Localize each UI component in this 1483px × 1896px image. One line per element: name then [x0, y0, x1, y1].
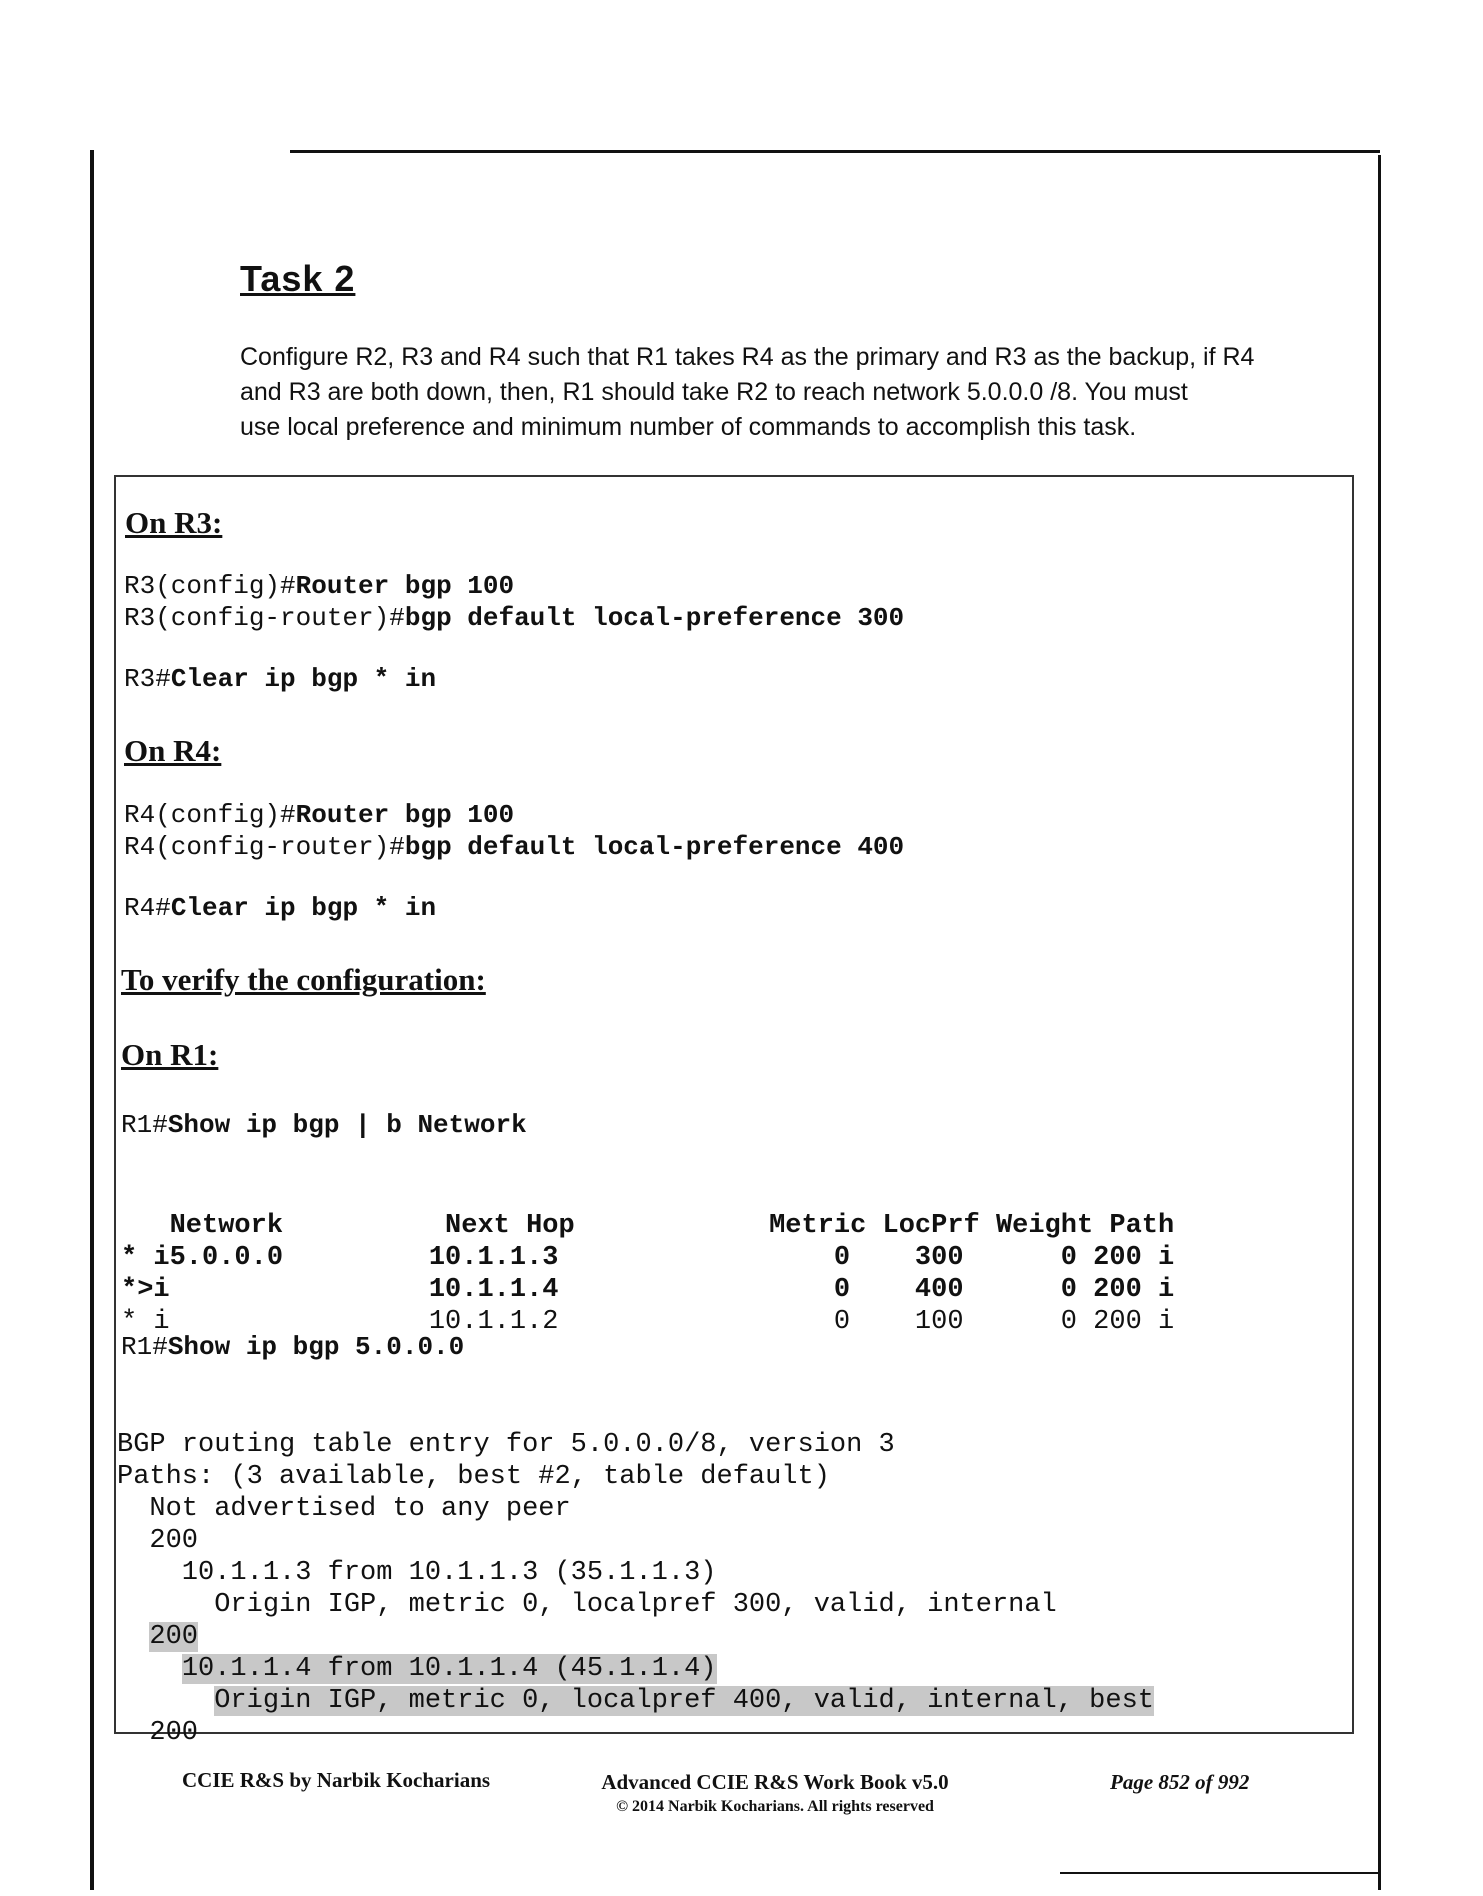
bgp-table-row: * i5.0.0.0 10.1.1.3 0 300 0 200 i [121, 1243, 1175, 1273]
section-heading-r4: On R4: [124, 733, 222, 768]
section-heading-r3: On R3: [125, 505, 223, 540]
section-heading-verify: To verify the configuration: [121, 962, 486, 997]
output-line: Origin IGP, metric 0, localpref 300, valid, internal [117, 1590, 1057, 1620]
output-line: 10.1.1.3 from 10.1.1.3 (35.1.1.3) [117, 1558, 717, 1588]
bgp-table [121, 1178, 1174, 1338]
r4-clear-line: R4#Clear ip bgp * in [124, 893, 437, 923]
bgp-table-row: *>i 10.1.1.4 0 400 0 200 i [121, 1275, 1175, 1305]
footer-copyright: © 2014 Narbik Kocharians. All rights reserved [616, 1798, 934, 1815]
output-line: BGP routing table entry for 5.0.0.0/8, version 3 [117, 1430, 895, 1460]
page-left-border [90, 150, 94, 1890]
task-title: Task 2 [240, 258, 356, 299]
output-line: 200 [117, 1718, 199, 1748]
task-description-line: Configure R2, R3 and R4 such that R1 takes R4 as the primary and R3 as the backup, if R4 [240, 343, 1255, 371]
bgp-detail-output [117, 1397, 1154, 1749]
output-line: 200 [117, 1526, 199, 1556]
bgp-table-row: * i 10.1.1.2 0 100 0 200 i [121, 1307, 1175, 1337]
page-bottom-border [1060, 1872, 1380, 1874]
r4-config-line: R4(config-router)#bgp default local-preference 400 [124, 832, 905, 862]
r1-command-line: R1#Show ip bgp 5.0.0.0 [121, 1332, 465, 1362]
bgp-table-header: Network Next Hop Metric LocPrf Weight Path [121, 1211, 1175, 1241]
highlighted-line: 200 [149, 1622, 199, 1652]
output-line: Paths: (3 available, best #2, table default) [117, 1462, 830, 1492]
r3-clear-line: R3#Clear ip bgp * in [124, 664, 437, 694]
task-description [240, 340, 1300, 445]
page-top-border [290, 150, 1380, 153]
r4-config-line: R4(config)#Router bgp 100 [124, 800, 515, 830]
r3-config-line: R3(config)#Router bgp 100 [124, 571, 515, 601]
r3-config-line: R3(config-router)#bgp default local-preference 300 [124, 603, 905, 633]
footer-author: CCIE R&S by Narbik Kocharians [182, 1768, 491, 1792]
output-line: Not advertised to any peer [117, 1494, 571, 1524]
r1-command-line: R1#Show ip bgp | b Network [121, 1110, 527, 1140]
task-description-line: and R3 are both down, then, R1 should take R2 to reach network 5.0.0.0 /8. You must [240, 378, 1188, 406]
footer-book-title: Advanced CCIE R&S Work Book v5.0 [601, 1770, 949, 1794]
highlighted-line: Origin IGP, metric 0, localpref 400, valid, internal, best [214, 1686, 1154, 1716]
footer-page-number: Page 852 of 992 [1110, 1770, 1250, 1794]
page-right-border [1378, 155, 1381, 1890]
task-description-line: use local preference and minimum number of commands to accomplish this task. [240, 413, 1137, 441]
section-heading-r1: On R1: [121, 1037, 219, 1072]
highlighted-line: 10.1.1.4 from 10.1.1.4 (45.1.1.4) [181, 1654, 717, 1684]
